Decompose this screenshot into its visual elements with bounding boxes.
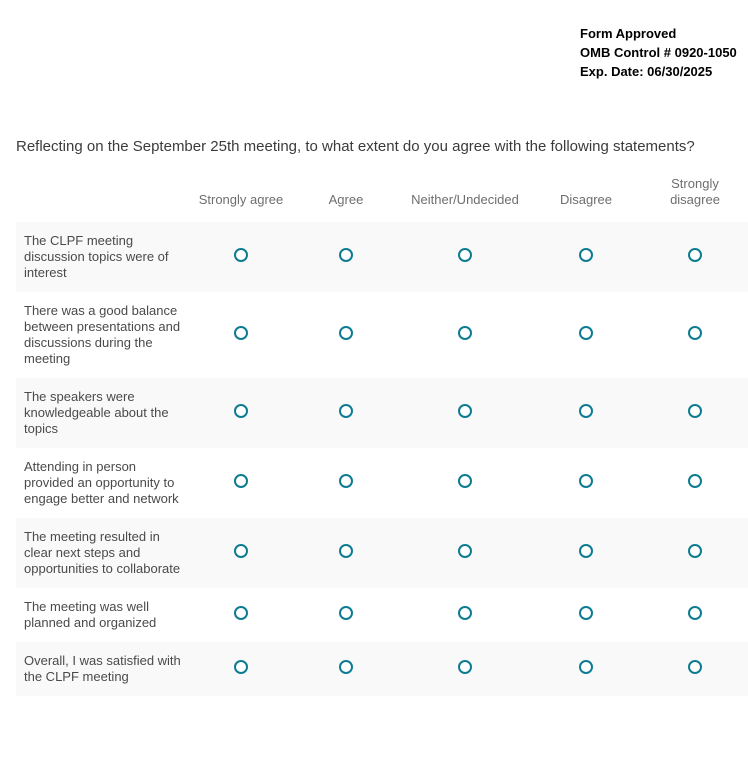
radio-cell [530, 378, 642, 448]
radio-cell [642, 378, 748, 448]
radio-cell [400, 448, 530, 518]
radio-cell [400, 292, 530, 378]
column-header-strongly-disagree: Strongly disagree [670, 176, 720, 207]
radio-r3-strongly-disagree[interactable] [688, 404, 702, 418]
radio-r1-neither-undecided[interactable] [458, 248, 472, 262]
radio-r2-neither-undecided[interactable] [458, 326, 472, 340]
radio-cell [400, 642, 530, 696]
radio-r2-strongly-disagree[interactable] [688, 326, 702, 340]
radio-cell [190, 588, 292, 642]
table-row [16, 518, 748, 588]
radio-r1-strongly-agree[interactable] [234, 248, 248, 262]
row-label-overall-satisfied: Overall, I was satisfied with the CLPF meeting [24, 653, 181, 684]
radio-r5-strongly-disagree[interactable] [688, 544, 702, 558]
radio-r5-strongly-agree[interactable] [234, 544, 248, 558]
radio-r3-disagree[interactable] [579, 404, 593, 418]
radio-cell [400, 518, 530, 588]
radio-cell [530, 518, 642, 588]
row-label-good-balance: There was a good balance between presentations and discussions during the meeting [24, 303, 181, 366]
radio-r7-neither-undecided[interactable] [458, 660, 472, 674]
radio-r4-neither-undecided[interactable] [458, 474, 472, 488]
matrix-table [16, 176, 748, 696]
radio-cell [292, 588, 400, 642]
omb-control-number: OMB Control # 0920-1050 [580, 45, 737, 60]
radio-r4-strongly-agree[interactable] [234, 474, 248, 488]
table-row [16, 448, 748, 518]
radio-r6-disagree[interactable] [579, 606, 593, 620]
form-approval-block [580, 24, 737, 81]
table-row [16, 642, 748, 696]
radio-cell [642, 448, 748, 518]
radio-cell [190, 642, 292, 696]
radio-cell [530, 588, 642, 642]
radio-r7-strongly-disagree[interactable] [688, 660, 702, 674]
radio-r6-neither-undecided[interactable] [458, 606, 472, 620]
radio-r2-disagree[interactable] [579, 326, 593, 340]
radio-r3-agree[interactable] [339, 404, 353, 418]
radio-cell [400, 222, 530, 292]
radio-r3-strongly-agree[interactable] [234, 404, 248, 418]
table-row [16, 292, 748, 378]
column-header-disagree: Disagree [559, 192, 613, 207]
radio-cell [530, 222, 642, 292]
radio-cell [642, 292, 748, 378]
radio-r5-disagree[interactable] [579, 544, 593, 558]
radio-r3-neither-undecided[interactable] [458, 404, 472, 418]
radio-cell [292, 448, 400, 518]
radio-r1-disagree[interactable] [579, 248, 593, 262]
column-header-agree: Agree [328, 192, 364, 207]
row-label-well-planned: The meeting was well planned and organized [24, 599, 157, 630]
table-row [16, 378, 748, 448]
radio-cell [530, 292, 642, 378]
radio-r4-agree[interactable] [339, 474, 353, 488]
question-text: Reflecting on the September 25th meeting, to what extent do you agree with the following statements? [16, 138, 695, 155]
radio-r7-agree[interactable] [339, 660, 353, 674]
radio-cell [530, 642, 642, 696]
radio-r5-neither-undecided[interactable] [458, 544, 472, 558]
column-header-neither-undecided: Neither/Undecided [411, 192, 519, 207]
radio-cell [642, 588, 748, 642]
radio-cell [400, 378, 530, 448]
column-header-strongly-agree: Strongly agree [198, 192, 284, 207]
radio-cell [292, 642, 400, 696]
radio-cell [292, 292, 400, 378]
radio-r7-disagree[interactable] [579, 660, 593, 674]
radio-r7-strongly-agree[interactable] [234, 660, 248, 674]
radio-r4-disagree[interactable] [579, 474, 593, 488]
radio-cell [190, 378, 292, 448]
radio-cell [530, 448, 642, 518]
form-approved-label: Form Approved [580, 26, 677, 41]
radio-r2-agree[interactable] [339, 326, 353, 340]
radio-cell [642, 518, 748, 588]
radio-r4-strongly-disagree[interactable] [688, 474, 702, 488]
radio-r6-agree[interactable] [339, 606, 353, 620]
radio-r1-agree[interactable] [339, 248, 353, 262]
row-label-clear-next-steps: The meeting resulted in clear next steps and opportunities to collaborate [24, 529, 181, 576]
table-row [16, 588, 748, 642]
row-label-speakers-knowledgeable: The speakers were knowledgeable about the topics [24, 389, 169, 436]
radio-cell [190, 448, 292, 518]
radio-cell [400, 588, 530, 642]
matrix-header-row [16, 176, 748, 222]
radio-cell [642, 222, 748, 292]
radio-cell [292, 378, 400, 448]
row-label-attending-in-person: Attending in person provided an opportunity to engage better and network [24, 459, 179, 506]
radio-cell [190, 518, 292, 588]
radio-r5-agree[interactable] [339, 544, 353, 558]
radio-r6-strongly-disagree[interactable] [688, 606, 702, 620]
radio-cell [190, 222, 292, 292]
row-label-topics-of-interest: The CLPF meeting discussion topics were of interest [24, 233, 169, 280]
radio-r2-strongly-agree[interactable] [234, 326, 248, 340]
expiration-date: Exp. Date: 06/30/2025 [580, 64, 713, 79]
empty-corner-cell [16, 176, 190, 222]
radio-cell [292, 518, 400, 588]
table-row [16, 222, 748, 292]
radio-cell [642, 642, 748, 696]
radio-cell [292, 222, 400, 292]
radio-r1-strongly-disagree[interactable] [688, 248, 702, 262]
radio-r6-strongly-agree[interactable] [234, 606, 248, 620]
radio-cell [190, 292, 292, 378]
